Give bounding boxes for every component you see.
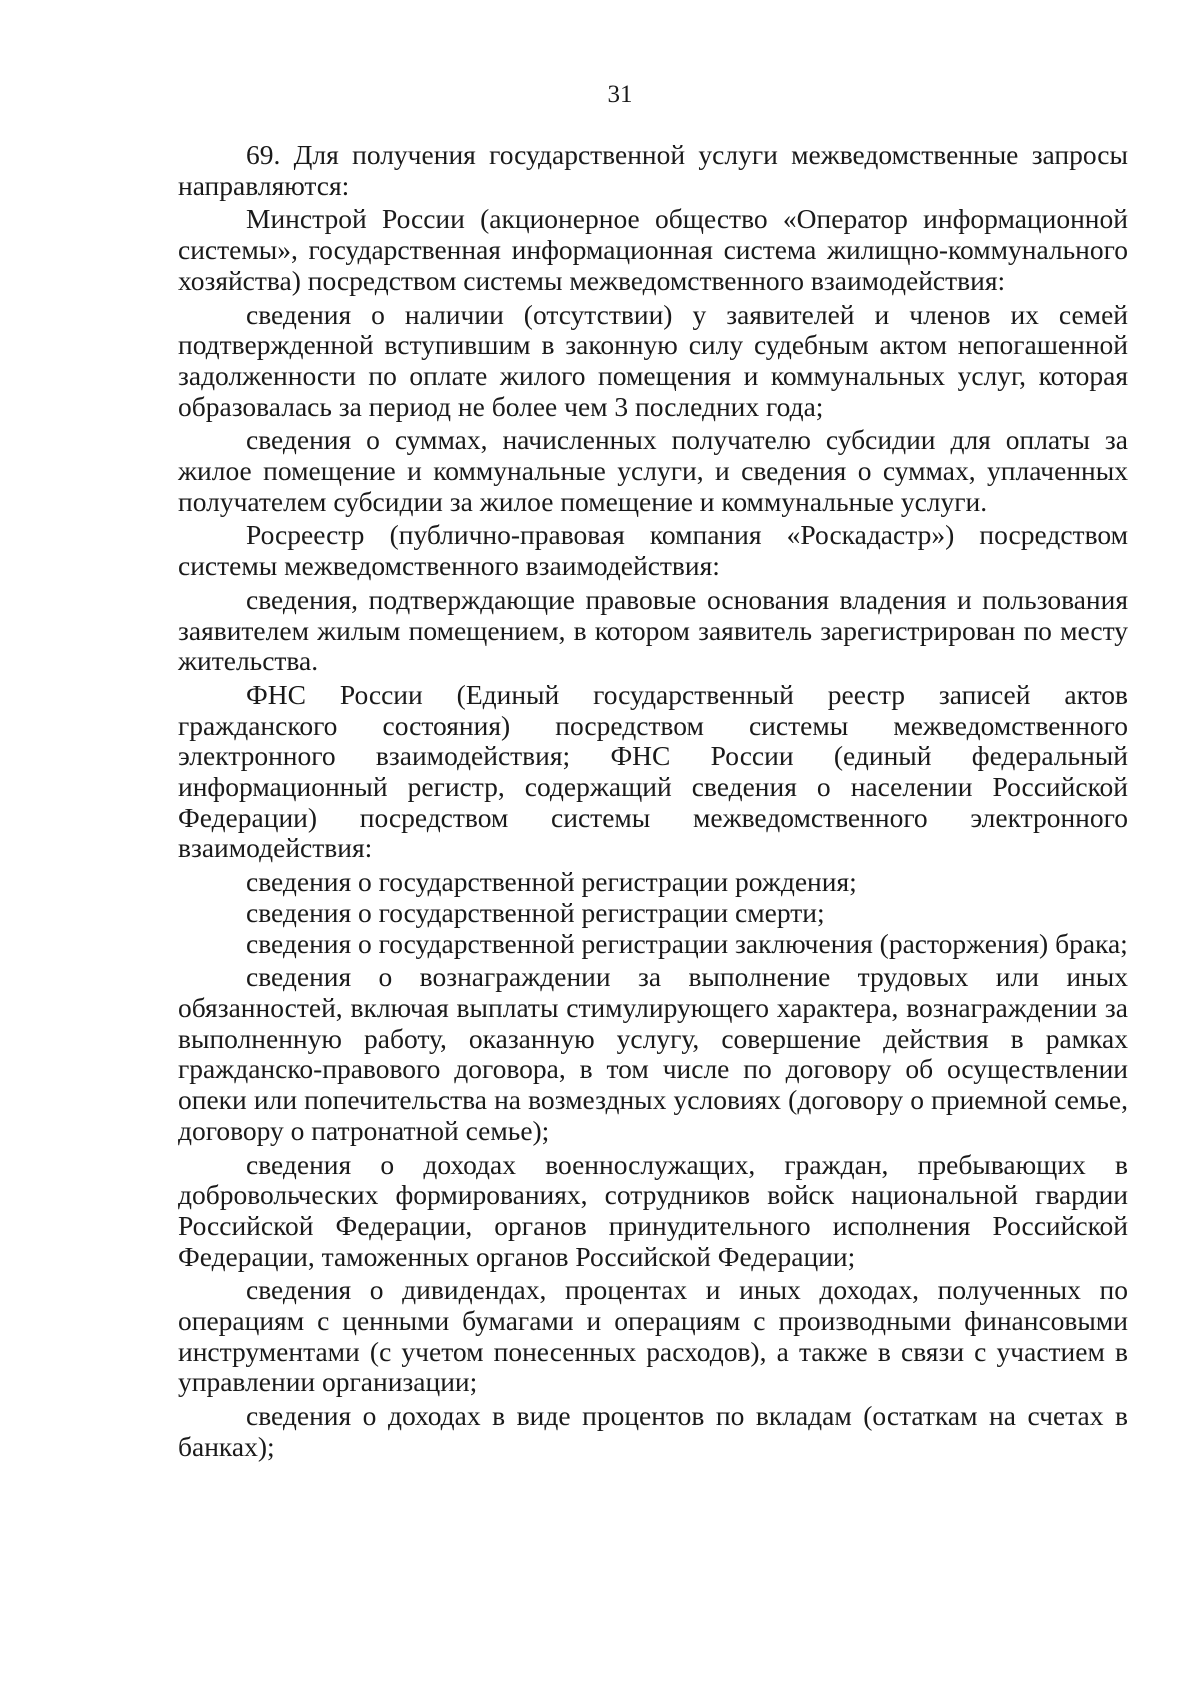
page-number: 31	[607, 81, 633, 108]
paragraph-deposit-interest: сведения о доходах в виде процентов по вкладам (остаткам на счетах в банках);	[178, 1400, 1128, 1462]
paragraph-military-income: сведения о доходах военнослужащих, граждан, пребывающих в добровольческих формированиях, сотрудников войск национальной гвардии Российской Федерации, органов принудительного исполнения Российской Федерации, таможенных органов Российской Федерации;	[178, 1148, 1128, 1272]
document-body	[178, 140, 1128, 1463]
paragraph-69-intro: 69. Для получения государственной услуги межведомственные запросы направляются:	[178, 139, 1128, 201]
paragraph-dividends: сведения о дивидендах, процентах и иных доходах, полученных по операциям с ценными бумагами и операциям с производными финансовыми инструментами (с учетом понесенных расходов), а также в связи с участием в управлении организации;	[178, 1274, 1128, 1398]
paragraph-debt-info: сведения о наличии (отсутствии) у заявителей и членов их семей подтвержденной вступившим в законную силу судебным актом непогашенной задолженности по оплате жилого помещения и коммунальных услуг, которая образовалась за период не более чем 3 последних года;	[178, 298, 1128, 422]
paragraph-birth-registration: сведения о государственной регистрации рождения;	[246, 866, 857, 898]
paragraph-subsidy-sums: сведения о суммах, начисленных получателю субсидии для оплаты за жилое помещение и коммунальные услуги, и сведения о суммах, уплаченных получателем субсидии за жилое помещение и коммунальные услуги.	[178, 424, 1128, 517]
paragraph-ownership-info: сведения, подтверждающие правовые основания владения и пользования заявителем жилым помещением, в котором заявитель зарегистрирован по месту жительства.	[178, 583, 1128, 677]
paragraph-death-registration: сведения о государственной регистрации смерти;	[246, 896, 825, 928]
paragraph-rosreestr: Росреестр (публично-правовая компания «Роскадастр») посредством системы межведомственного взаимодействия:	[178, 519, 1128, 582]
paragraph-remuneration: сведения о вознаграждении за выполнение трудовых или иных обязанностей, включая выплаты стимулирующего характера, вознаграждении за выполненную работу, оказанную услугу, совершение действия в рамках гражданско-правового договора, в том числе по договору об осуществлении опеки или попечительства на возмездных условиях (договору о приемной семье, договору о патронатной семье);	[178, 961, 1128, 1146]
paragraph-minstroy: Минстрой России (акционерное общество «Оператор информационной системы», государственная информационная система жилищно-коммунального хозяйства) посредством системы межведомственного взаимодействия:	[178, 203, 1128, 296]
paragraph-marriage-registration: сведения о государственной регистрации заключения (расторжения) брака;	[246, 927, 1128, 959]
paragraph-fns: ФНС России (Единый государственный реестр записей актов гражданского состояния) посредством системы межведомственного электронного взаимодействия; ФНС России (единый федеральный информационный регистр, содержащий сведения о населении Российской Федерации) посредством системы межведомственного электронного взаимодействия:	[178, 678, 1128, 864]
